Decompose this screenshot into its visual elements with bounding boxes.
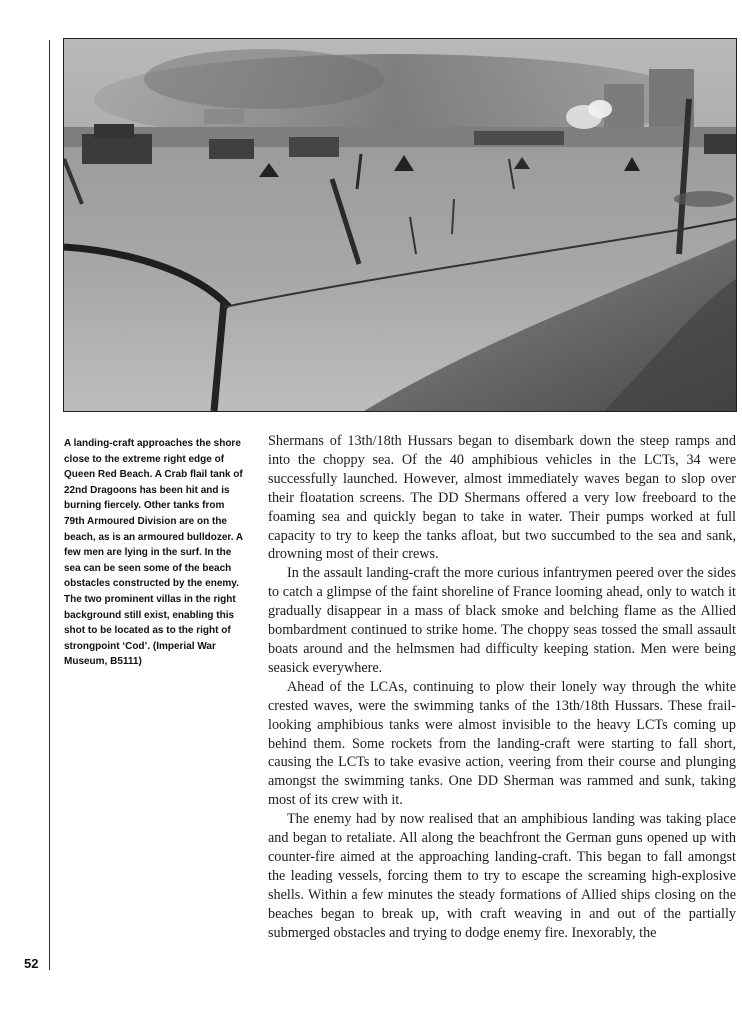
photo-illustration (64, 39, 736, 411)
paragraph: The enemy had by now realised that an amphibious landing was taking place and began to retaliate. All along the beachfront the German guns opened up with counter-fire aimed at the approaching landing-craft. This began to fall amongst the leading vessels, forcing them to try to escape the screaming high-explosive shells. Within a few minutes the steady formations of Allied ships closing on the beaches began to break up, with craft weaving in and out of the partially submerged obstacles and trying to dodge enemy fire. Inexorably, the (268, 811, 736, 941)
paragraph: In the assault landing-craft the more curious infantrymen peered over the sides to catch a glimpse of the faint shoreline of France looming ahead, only to watch it gradually disappear in a mass of black smoke and belching flame as the Allied bombardment continued to strike home. The choppy seas tossed the small assault boats around and the helmsmen had difficulty keeping station. Men were being seasick everywhere. (268, 565, 736, 676)
margin-rule (49, 40, 50, 970)
paragraph: Shermans of 13th/18th Hussars began to disembark down the steep ramps and into the choppy sea. Of the 40 amphibious vehicles in the LCTs, 34 were successfully launched. However, almost immediately waves began to slop over their floatation screens. The DD Shermans offered a very low freeboard to the foaming sea and quickly began to take in water. Their pumps worked at full capacity to try to keep the tanks afloat, but two succumbed to the sea and sank, drowning most of their crews. (268, 433, 736, 563)
body-text (268, 432, 736, 942)
photograph-landing-craft (63, 38, 737, 412)
paragraph: Ahead of the LCAs, continuing to plow their lonely way through the white crested waves, were the swimming tanks of the 13th/18th Hussars. These frail-looking amphibious tanks were almost invisible to the heavy LCTs coming up behind them. Some rockets from the landing-craft were starting to fall short, causing the LCTs to take evasive action, veering from their course and plunging amongst the swimming tanks. One DD Sherman was rammed and sunk, taking most of its crew with it. (268, 678, 736, 809)
photo-caption: A landing-craft approaches the shore close to the extreme right edge of Queen Red Beach. A Crab flail tank of 22nd Dragoons has been hit and is burning fiercely. Other tanks from 79th Armoured Division are on the beach, as is an armoured bulldozer. A few men are lying in the surf. In the sea can be seen some of the beach obstacles constructed by the enemy. The two prominent villas in the right background still exist, enabling this shot to be located as to the right of strongpoint ‘Cod’. (Imperial War Museum, B5111) (64, 438, 243, 668)
page-number: 52 (24, 956, 39, 971)
